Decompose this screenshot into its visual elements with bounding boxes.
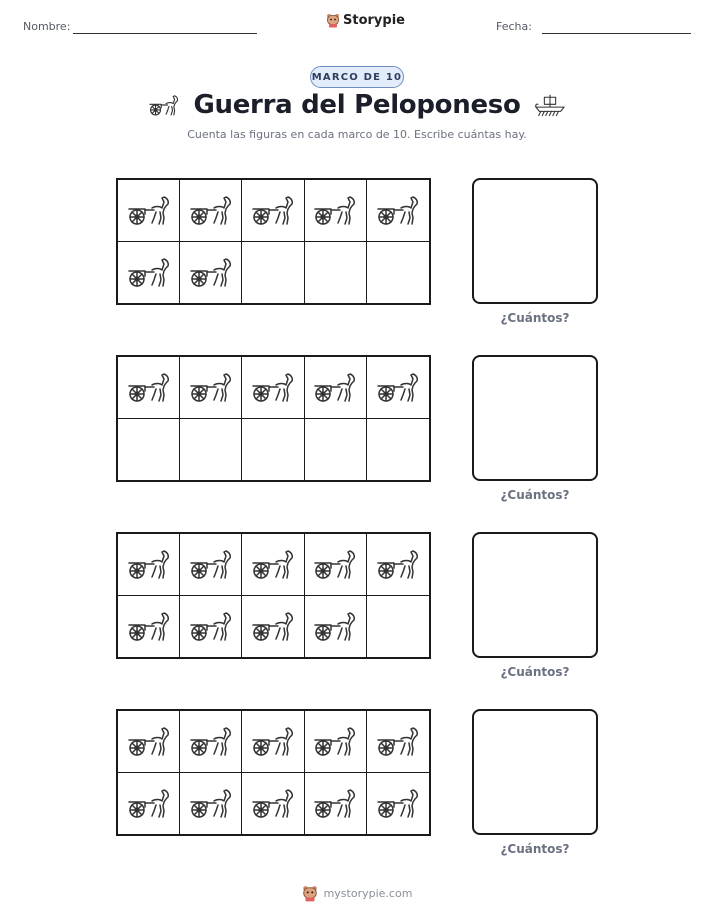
ten-frame-cell: [242, 242, 304, 304]
ten-frame: [116, 532, 431, 659]
storypie-mascot-icon: [326, 13, 340, 28]
instructions: Cuenta las figuras en cada marco de 10. Escribe cuántas hay.: [187, 128, 527, 141]
ten-frame-cell: [367, 773, 429, 835]
chariot-icon: [250, 193, 296, 227]
ten-frame: [116, 355, 431, 482]
chariot-icon: [375, 547, 421, 581]
chariot-icon: [126, 547, 172, 581]
ten-frame-cell: [242, 596, 304, 658]
ten-frame-cell: [118, 534, 180, 596]
ten-frame-cell: [367, 180, 429, 242]
chariot-icon: [375, 370, 421, 404]
chariot-icon: [126, 609, 172, 643]
chariot-icon: [312, 724, 358, 758]
answer-box[interactable]: [472, 355, 598, 481]
trireme-icon: [533, 93, 567, 117]
chariot-icon: [312, 370, 358, 404]
answer-box[interactable]: [472, 178, 598, 304]
chariot-icon: [250, 370, 296, 404]
ten-frame-cell: [118, 357, 180, 419]
ten-frame-cell: [367, 711, 429, 773]
chariot-icon: [375, 193, 421, 227]
date-field[interactable]: [542, 33, 691, 34]
name-field[interactable]: [73, 33, 257, 34]
ten-frame-cell: [305, 596, 367, 658]
ten-frame-cell: [180, 773, 242, 835]
ten-frame-cell: [242, 711, 304, 773]
answer-label: ¿Cuántos?: [500, 842, 570, 856]
chariot-icon: [188, 193, 234, 227]
chariot-icon: [312, 193, 358, 227]
chariot-icon: [250, 609, 296, 643]
ten-frame-cell: [180, 419, 242, 481]
ten-frame-cell: [305, 534, 367, 596]
ten-frame-cell: [305, 711, 367, 773]
ten-frame-cell: [118, 773, 180, 835]
chariot-icon: [375, 724, 421, 758]
answer-label: ¿Cuántos?: [500, 311, 570, 325]
chariot-icon: [312, 547, 358, 581]
brand-logo: [326, 13, 405, 28]
ten-frame-cell: [118, 180, 180, 242]
ten-frame-cell: [180, 242, 242, 304]
chariot-icon: [188, 609, 234, 643]
answer-box[interactable]: [472, 709, 598, 835]
ten-frame-cell: [305, 419, 367, 481]
chariot-icon: [188, 786, 234, 820]
chariot-icon: [126, 255, 172, 289]
ten-frame-cell: [367, 419, 429, 481]
chariot-icon: [126, 786, 172, 820]
ten-frame-cell: [305, 773, 367, 835]
ten-frame-cell: [180, 534, 242, 596]
storypie-mascot-icon: [302, 885, 318, 902]
ten-frame-cell: [367, 242, 429, 304]
ten-frame-cell: [118, 242, 180, 304]
chariot-icon: [126, 193, 172, 227]
ten-frame-cell: [180, 596, 242, 658]
chariot-icon: [188, 724, 234, 758]
chariot-icon: [126, 724, 172, 758]
ten-frame-cell: [242, 180, 304, 242]
chariot-icon: [188, 255, 234, 289]
ten-frame-cell: [305, 357, 367, 419]
worksheet-type-badge: MARCO DE 10: [310, 66, 404, 88]
ten-frame-cell: [242, 419, 304, 481]
ten-frame-cell: [242, 357, 304, 419]
ten-frame-cell: [367, 596, 429, 658]
chariot-icon: [375, 786, 421, 820]
ten-frame-cell: [367, 357, 429, 419]
chariot-icon: [250, 547, 296, 581]
ten-frame-cell: [242, 534, 304, 596]
answer-label: ¿Cuántos?: [500, 665, 570, 679]
chariot-icon: [312, 609, 358, 643]
ten-frame-cell: [180, 180, 242, 242]
ten-frame: [116, 178, 431, 305]
ten-frame-cell: [367, 534, 429, 596]
answer-box[interactable]: [472, 532, 598, 658]
ten-frame-cell: [118, 711, 180, 773]
footer: [0, 885, 714, 902]
page-title: Guerra del Peloponeso: [193, 90, 521, 120]
date-label: Fecha:: [496, 20, 532, 33]
ten-frame-cell: [118, 596, 180, 658]
ten-frame-cell: [180, 711, 242, 773]
answer-label: ¿Cuántos?: [500, 488, 570, 502]
chariot-icon: [188, 370, 234, 404]
name-label: Nombre:: [23, 20, 71, 33]
title-row: [0, 90, 714, 120]
ten-frame: [116, 709, 431, 836]
brand-name: Storypie: [343, 13, 405, 28]
footer-url: mystorypie.com: [323, 887, 413, 900]
ten-frame-cell: [118, 419, 180, 481]
ten-frame-cell: [180, 357, 242, 419]
chariot-icon: [250, 786, 296, 820]
chariot-icon: [188, 547, 234, 581]
chariot-icon: [312, 786, 358, 820]
ten-frame-cell: [242, 773, 304, 835]
chariot-icon: [250, 724, 296, 758]
chariot-icon: [126, 370, 172, 404]
chariot-icon: [147, 93, 181, 117]
ten-frame-cell: [305, 180, 367, 242]
ten-frame-cell: [305, 242, 367, 304]
